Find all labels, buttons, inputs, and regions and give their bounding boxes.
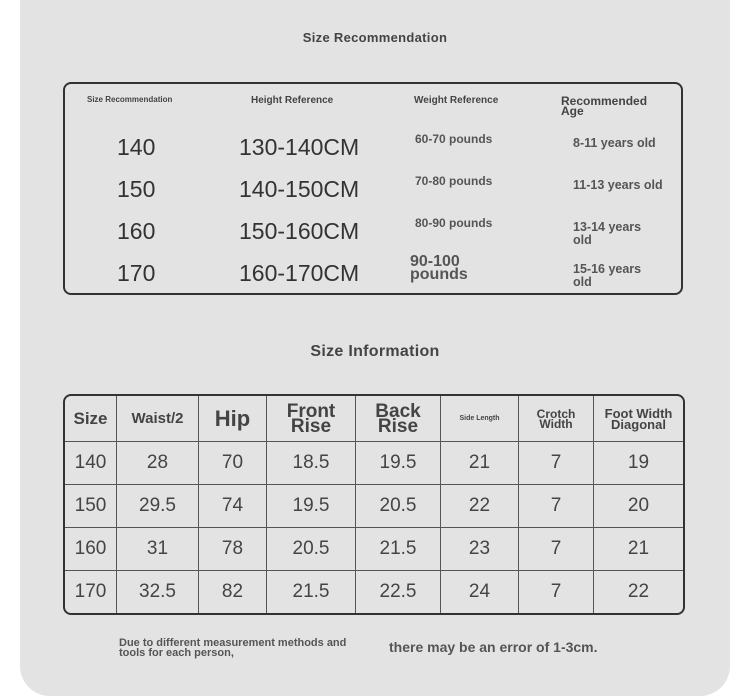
cell-crotch-width: 7 (519, 571, 594, 613)
cell-side-length: 22 (441, 485, 519, 528)
header-height: Height Reference (251, 95, 334, 106)
header-weight: Weight Reference (414, 95, 499, 106)
col-header-crotch-width: Crotch Width (519, 396, 594, 442)
cell-side-length: 21 (441, 442, 519, 485)
row-height: 140-150CM (239, 176, 360, 202)
cell-waist: 31 (117, 528, 199, 571)
header-size: Size Recommendation (87, 95, 173, 104)
col-header-foot-width: Foot Width Diagonal (594, 396, 683, 442)
cell-back-rise: 20.5 (356, 485, 441, 528)
cell-foot-width: 22 (627, 581, 650, 602)
size-information-table (63, 394, 685, 615)
cell-size: 150 (65, 485, 117, 528)
cell-back-rise: 19.5 (356, 442, 441, 485)
table-row (65, 571, 683, 613)
table-row (65, 485, 683, 528)
cell-foot-width: 21 (594, 528, 683, 571)
cell-size: 170 (65, 571, 117, 613)
measurement-note: Due to different measurement methods and tools for each person, (119, 637, 347, 659)
cell-size: 160 (65, 528, 117, 571)
cell-foot-width: 20 (594, 485, 683, 528)
recommendation-title: Size Recommendation (302, 30, 448, 45)
cell-size: 140 (65, 442, 117, 485)
cell-waist: 32.5 (117, 571, 199, 613)
table-row (65, 442, 683, 485)
cell-hip: 82 (199, 571, 267, 613)
table-row (65, 528, 683, 571)
recommendation-row (65, 164, 685, 206)
cell-crotch-width: 7 (519, 485, 594, 528)
col-header-back-rise: Back Rise (356, 396, 441, 442)
cell-front-rise: 18.5 (267, 442, 356, 485)
row-weight: 80-90 pounds (415, 216, 493, 230)
cell-crotch-width: 7 (519, 528, 594, 571)
col-header-front-rise: Front Rise (267, 396, 356, 442)
row-size: 150 (117, 176, 156, 202)
col-header-size: Size (65, 396, 117, 442)
recommendation-row (65, 206, 685, 248)
row-age: 8-11 years old (573, 136, 656, 150)
cell-side-length: 23 (441, 528, 519, 571)
cell-back-rise: 22.5 (356, 571, 441, 613)
row-height: 130-140CM (239, 134, 360, 160)
error-note: there may be an error of 1-3cm. (389, 639, 598, 655)
recommendation-row (65, 248, 685, 290)
row-size: 140 (117, 134, 156, 160)
row-weight: 90-100 pounds (410, 253, 468, 283)
row-height: 150-160CM (239, 218, 360, 244)
row-age: 13-14 years old (573, 220, 642, 247)
cell-back-rise: 21.5 (356, 528, 441, 571)
cell-hip: 70 (199, 442, 267, 485)
col-header-waist: Waist/2 (117, 396, 199, 442)
row-size: 170 (117, 260, 156, 286)
header-age: Recommended Age (561, 94, 648, 118)
cell-waist: 29.5 (117, 485, 199, 528)
recommendation-row (65, 122, 685, 164)
cell-front-rise: 19.5 (267, 485, 356, 528)
cell-waist: 28 (117, 442, 199, 485)
row-weight: 60-70 pounds (415, 132, 493, 146)
row-height: 160-170CM (239, 260, 360, 286)
cell-front-rise: 20.5 (267, 528, 356, 571)
cell-hip: 78 (199, 528, 267, 571)
row-size: 160 (117, 218, 156, 244)
row-age: 11-13 years old (573, 178, 663, 192)
information-title: Size Information (310, 343, 440, 360)
cell-side-length: 24 (441, 571, 519, 613)
row-age: 15-16 years old (573, 262, 642, 289)
col-header-side-length: Side Length (441, 396, 519, 442)
cell-foot-width: 19 (594, 442, 683, 485)
recommendation-table (63, 82, 683, 295)
row-weight: 70-80 pounds (415, 174, 493, 188)
cell-hip: 74 (199, 485, 267, 528)
col-header-hip: Hip (199, 396, 267, 442)
cell-front-rise: 21.5 (267, 571, 356, 613)
table-header-row (65, 396, 683, 442)
cell-crotch-width: 7 (519, 442, 594, 485)
